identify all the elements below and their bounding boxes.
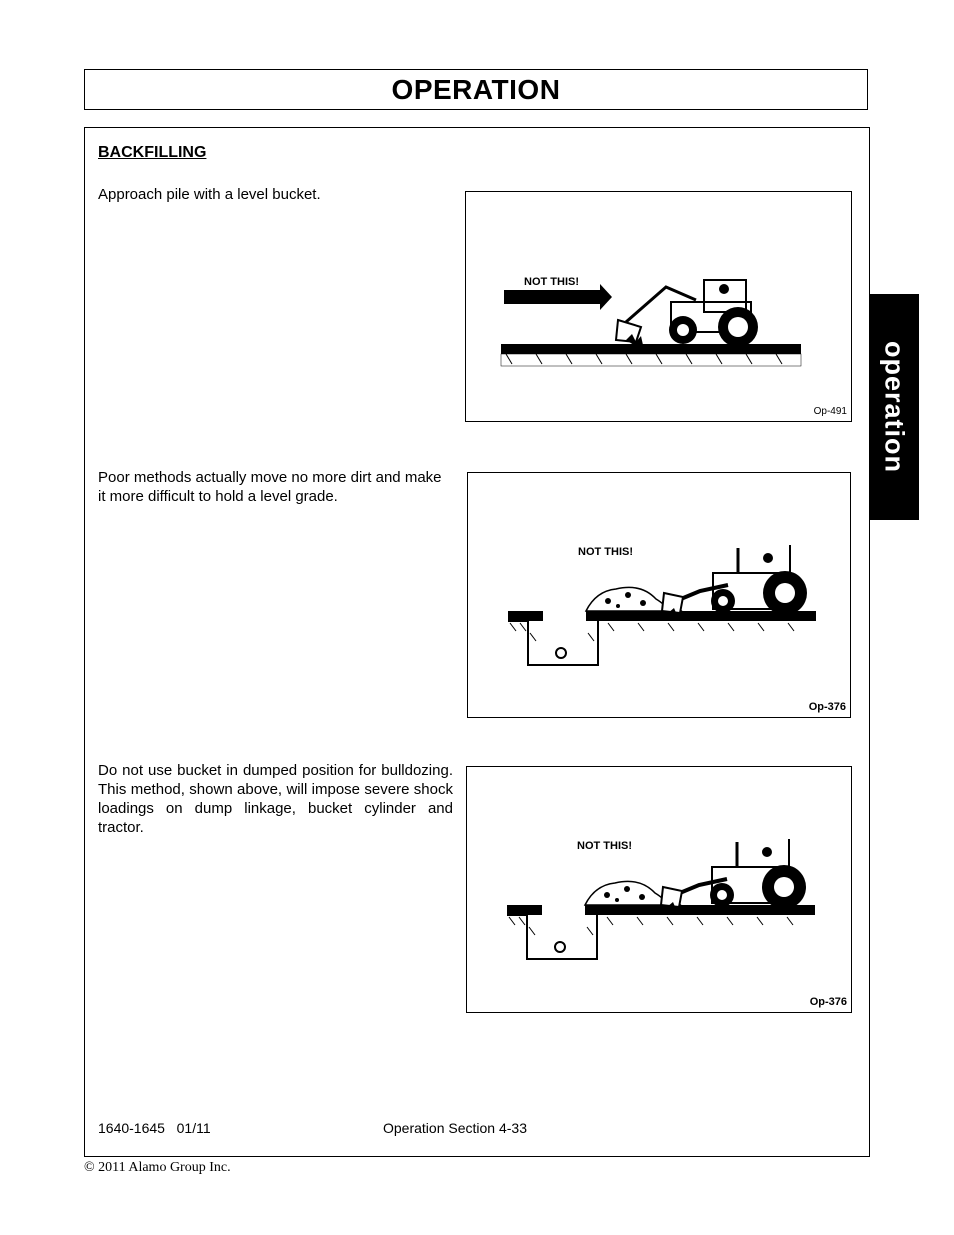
- figure-op-491: [465, 191, 852, 422]
- section-heading: BACKFILLING: [98, 144, 207, 161]
- paragraph-approach: Approach pile with a level bucket.: [98, 186, 321, 203]
- section-side-tab: [869, 294, 919, 520]
- figure-label: Op-376: [808, 701, 846, 713]
- tractor-backhoe-illustration: [466, 192, 853, 423]
- figure-label: Op-376: [809, 996, 847, 1008]
- figure-caption: NOT THIS!: [578, 546, 633, 558]
- tractor-loader-trench-illustration: [468, 473, 852, 719]
- paragraph-do-not-use: Do not use bucket in dumped position for bulldozing. This method, shown above, will impose severe shock loadings on dump linkage, bucket cylinder and tractor.: [98, 762, 453, 836]
- figure-op-376-a: [467, 472, 851, 718]
- tractor-loader-trench-illustration: [467, 767, 853, 1014]
- figure-op-376-b: [466, 766, 852, 1013]
- figure-label: Op-491: [813, 406, 847, 417]
- page-header: [84, 69, 868, 110]
- side-tab-label: operation: [879, 340, 910, 473]
- footer-page-number: Operation Section 4-33: [383, 1120, 527, 1136]
- figure-caption: NOT THIS!: [524, 276, 579, 288]
- footer-model-date: 1640-1645 01/11: [98, 1120, 211, 1136]
- paragraph-poor-methods: Poor methods actually move no more dirt and make it more difficult to hold a level grade.: [98, 469, 442, 505]
- copyright-notice: © 2011 Alamo Group Inc.: [84, 1160, 231, 1175]
- page-title: OPERATION: [391, 73, 561, 105]
- figure-caption: NOT THIS!: [577, 840, 632, 852]
